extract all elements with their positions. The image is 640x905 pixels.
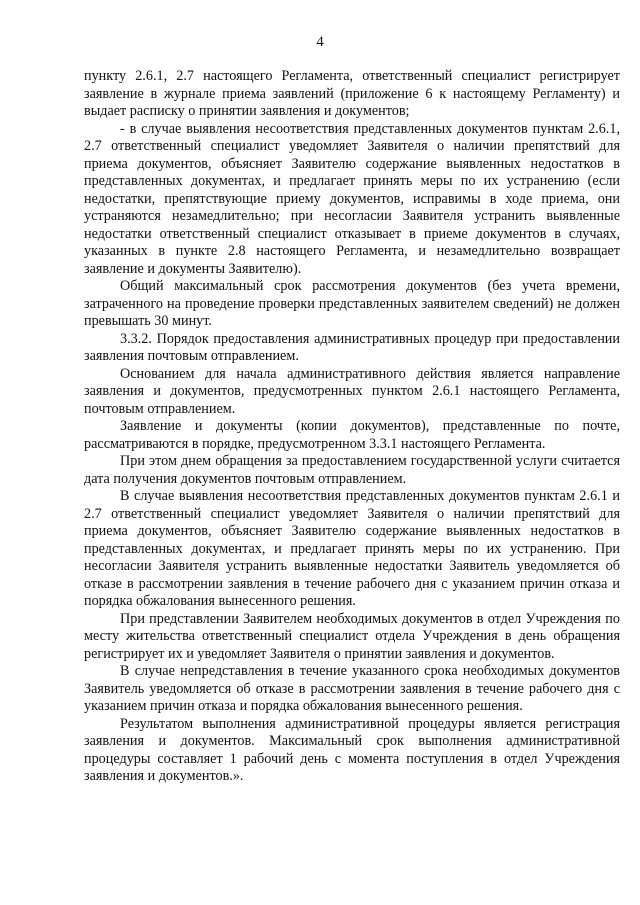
paragraph: В случае выявления несоответствия представленных документов пунктам 2.6.1 и 2.7 ответственный специалист уведомляет Заявителя о наличии препятствий для приема документов, объясняет Заявителю содержание выявленных недостатков в представленных документах, и предлагает принять меры по их устранению. При несогласии Заявителя устранить выявленные недостатки Заявитель уведомляется об отказе в рассмотрении заявления в течение рабочего дня с указанием причин отказа и порядка обжалования вынесенного решения. [84, 488, 620, 609]
paragraph: При представлении Заявителем необходимых документов в отдел Учреждения по месту жительства ответственный специалист отдела Учреждения в день обращения регистрирует их и уведомляет Заявителя о принятии заявления и документов. [84, 610, 620, 662]
paragraph: В случае непредставления в течение указанного срока необходимых документов Заявитель уведомляется об отказе в рассмотрении заявления в течение рабочего дня с указанием причин отказа и порядка обжалования вынесенного решения. [84, 663, 620, 714]
paragraph: Основанием для начала административного действия является направление заявления и документов, предусмотренных пунктом 2.6.1 настоящего Регламента, почтовым отправлением. [84, 365, 620, 417]
paragraph: пункту 2.6.1, 2.7 настоящего Регламента, ответственный специалист регистрирует заявление в журнале приема заявлений (приложение 6 к настоящему Регламенту) и выдает расписку о принятии заявления и документов; [84, 68, 620, 119]
paragraph: Результатом выполнения административной процедуры является регистрация заявления и документов. Максимальный срок выполнения административной процедуры составляет 1 рабочий день с момента поступления в отдел Учреждения заявления и документов.». [84, 715, 620, 784]
paragraph: 3.3.2. Порядок предоставления административных процедур при предоставлении заявления почтовым отправлением. [84, 330, 620, 364]
page-number: 4 [316, 34, 324, 50]
paragraph: Заявление и документы (копии документов), представленные по почте, рассматриваются в порядке, предусмотренном 3.3.1 настоящего Регламента. [84, 418, 620, 452]
paragraph: Общий максимальный срок рассмотрения документов (без учета времени, затраченного на проведение проверки представленных заявителем сведений) не должен превышать 30 минут. [84, 278, 620, 329]
paragraph: При этом днем обращения за предоставлением государственной услуги считается дата получения документов почтовым отправлением. [84, 453, 620, 487]
document-body [84, 68, 620, 786]
paragraph: - в случае выявления несоответствия представленных документов пунктам 2.6.1, 2.7 ответственный специалист уведомляет Заявителя о наличии препятствий для приема документов, объясняет Заявителю содержание выявленных недостатков в представленных документах, и предлагает принять меры по их устранению (если недостатки, препятствующие приему документов, исправимы в ходе приема, они устраняются незамедлительно; при несогласии Заявителя устранить выявленные недостатки ответственный специалист отказывает в приеме документов в случаях, указанных в пункте 2.8 настоящего Регламента, и незамедлительно возвращает заявление и документы Заявителю). [84, 120, 620, 277]
